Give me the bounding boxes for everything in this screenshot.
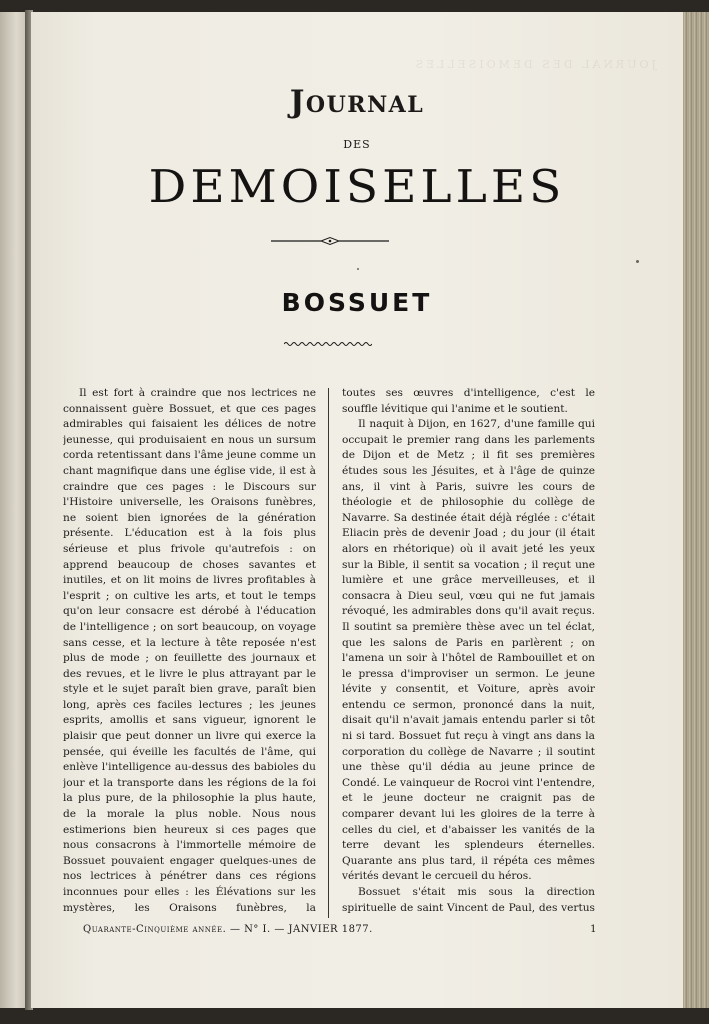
- column-divider: [328, 388, 329, 918]
- article-paragraph: Bossuet s'était mis sous la direction spirituelle de saint Vincent de Paul, des vertus: [342, 886, 595, 914]
- footer-edition: Quarante-Cinquième année.: [83, 924, 227, 935]
- article-column-left: [63, 386, 316, 914]
- page-footer: [83, 924, 621, 942]
- left-page-edge: [0, 12, 27, 1008]
- bleed-through-text: JOURNAL DES DEMOISELLES: [412, 58, 656, 71]
- title-wavy-rule: [284, 340, 372, 348]
- footer-issue: — N° I. — JANVIER 1877.: [229, 924, 373, 935]
- article-paragraph: toutes ses œuvres d'intelligence, c'est le souffle lévitique qui l'anime et le soutient.: [342, 387, 595, 415]
- paper-speck: [636, 260, 639, 263]
- masthead-demoiselles: DEMOISELLES: [148, 161, 566, 214]
- footer-issue-line: [83, 924, 373, 935]
- article-title: BOSSUET: [281, 288, 433, 317]
- article-paragraph: Il naquit à Dijon, en 1627, d'une famille qui occupait le premier rang dans les parlements de Dijon et de Metz ; il fit ses premières études sous les Jésuites, et à l'âge de quinze ans, il vint à Paris, suivre les cours de théologie et de philosophie du collège de Navarre. Sa destinée était déjà réglée : c'était Eliacin près de devenir Joad ; du jour (il était alors en rhétorique) où il avait jeté les yeux sur la Bible, il sentit sa vocation ; il reçut une lumière et une grâce merveilleuses, et il consacra à Dieu seul, vœu qui ne fut jamais révoqué, les admirables dons qu'il avait reçus. Il soutint sa première thèse avec un tel éclat, que les salons de Paris en parlèrent ; on l'amena un soir à l'hôtel de Rambouillet et on le pressa d'improviser un sermon. Le jeune lévite y consentit, et Voiture, après avoir entendu ce sermon, prononcé dans la nuit, disait qu'il n'avait jamais entendu parler si tôt ni si tard. Bossuet fut reçu à vingt ans dans la corporation du collège de Navarre ; il soutint une thèse qu'il dédia au jeune prince de Condé. Le vainqueur de Rocroi vint l'entendre, et le jeune docteur ne craignit pas de comparer devant lui les gloires de la terre à celles du ciel, et d'abaisser les vanités de la terre devant les splendeurs éternelles. Quarante ans plus tard, il répéta ces mêmes vérités devant le cercueil du héros.: [342, 418, 595, 883]
- paper-speck: [357, 268, 359, 270]
- page-stack-edges: [683, 12, 709, 1008]
- article-column-right: [342, 386, 595, 914]
- article-paragraph: Il est fort à craindre que nos lectrices ne connaissent guère Bossuet, et que ces pages admirables qui faisaient les délices de notre jeunesse, qui produisaient en nous un sursum corda retentissant dans l'âme jeune comme un chant magnifique dans une église vide, il est à craindre que ces pages : le Discours sur l'Histoire universelle, les Oraisons funèbres, ne soient bien ignorées de la génération présente. L'éducation est à la fois plus sérieuse et plus frivole qu'autrefois : on apprend beaucoup de choses savantes et inutiles, et on lit moins de livres profitables à l'esprit ; on cultive les arts, et tout le temps qu'on leur consacre est dérobé à l'éducation de l'intelligence ; on sort beaucoup, on voyage sans cesse, et la lecture à tête reposée n'est plus de mode ; on feuillette des journaux et des revues, et le livre le plus attrayant par le style et le sujet paraît bien grave, paraît bien long, après ces faciles lectures ; les jeunes esprits, amollis et sans vigueur, ignorent le plaisir que peut donner un livre qui exerce la pensée, qui éveille les facultés de l'âme, qui enlève l'intelligence au-dessus des babioles du jour et la transporte dans les régions de la foi la plus pure, de la philosophie la plus haute, de la morale la plus noble. Nous nous estimerions bien heureux si ces pages que nous consacrons à l'immortelle mémoire de Bossuet pouvaient engager quelques-unes de nos lectrices à pénétrer dans ces régions inconnues pour elles : les Élévations sur les mystères, les Oraisons funèbres, la: [63, 387, 316, 914]
- masthead-des: DES: [343, 138, 371, 151]
- journal-page: [31, 12, 683, 1008]
- masthead-journal: Journal: [289, 84, 425, 120]
- footer-page-number: 1: [590, 924, 597, 935]
- masthead-ornament: [271, 236, 389, 246]
